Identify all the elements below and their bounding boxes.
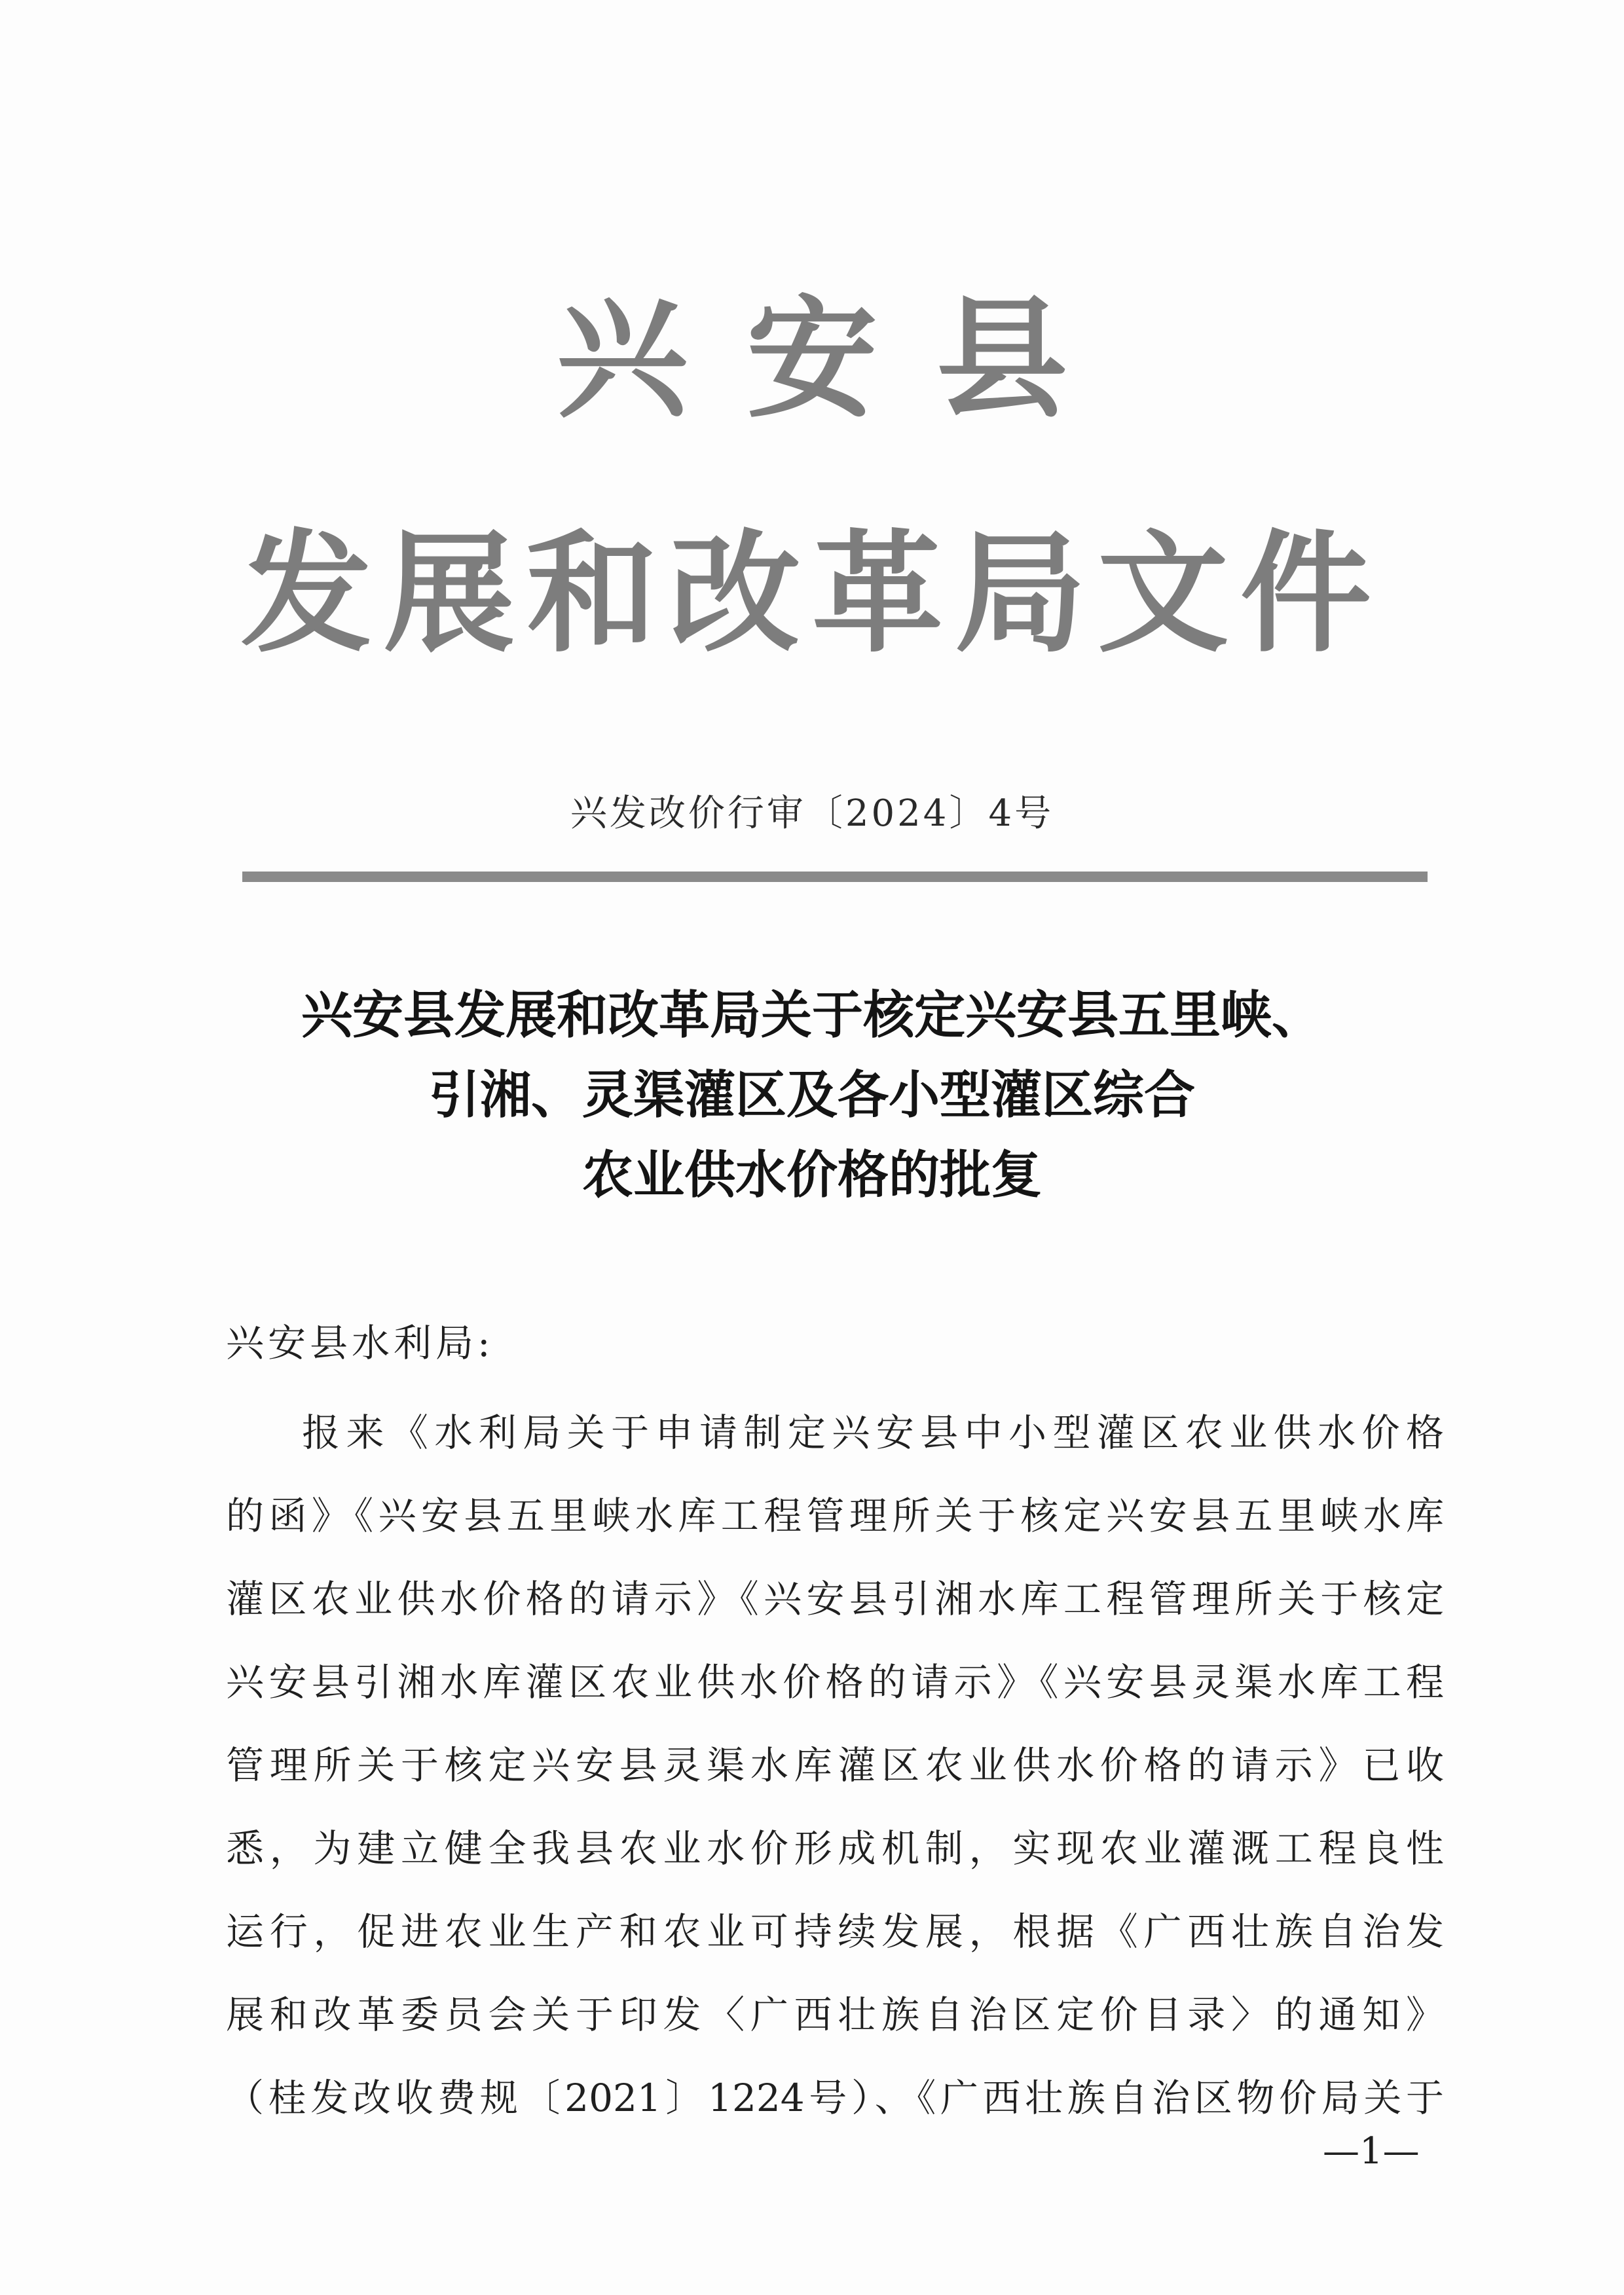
title-line: 兴安县发展和改革局关于核定兴安县五里峡、 [301,986,1323,1045]
body-line: 报来《水利局关于申请制定兴安县中小型灌区农业供水价格 [302,1410,1444,1455]
body-line: 展和改革委员会关于印发〈广西壮族自治区定价目录〉的通知》 [226,1992,1444,2037]
document-number: 兴发改价行审〔2024〕4号 [570,792,1054,835]
document-title [0,976,1624,1215]
body-paragraph [226,1391,1444,2140]
body-line: 的函》《兴安县五里峡水库工程管理所关于核定兴安县五里峡水库 [226,1494,1444,1538]
body-line: 灌区农业供水价格的请示》《兴安县引湘水库工程管理所关于核定 [226,1577,1444,1621]
title-line: 引湘、灵渠灌区及各小型灌区综合 [428,1066,1195,1125]
header-divider [242,872,1428,882]
addressee: 兴安县水利局: [226,1321,494,1365]
issuer-name-line1: 兴安县 [556,284,1126,436]
title-line: 农业供水价格的批复 [581,1146,1042,1205]
body-line: 管理所关于核定兴安县灵渠水库灌区农业供水价格的请示》已收 [226,1743,1444,1788]
body-line: （桂发改收费规〔2021〕1224号）、《广西壮族自治区物价局关于 [226,2076,1444,2120]
issuer-name-line2: 发展和改革局文件 [240,518,1383,670]
body-line: 运行，促进农业生产和农业可持续发展，根据《广西壮族自治发 [226,1909,1444,1954]
page-number: —1— [1323,2130,1420,2173]
body-line: 悉，为建立健全我县农业水价形成机制，实现农业灌溉工程良性 [226,1826,1444,1871]
body-line: 兴安县引湘水库灌区农业供水价格的请示》《兴安县灵渠水库工程 [226,1660,1444,1704]
